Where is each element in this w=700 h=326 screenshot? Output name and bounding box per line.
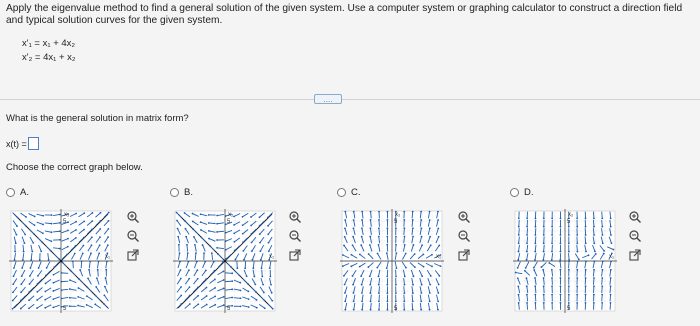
- x-axis-label: x₁: [609, 254, 615, 260]
- direction-field-b: [170, 206, 280, 316]
- radio-option-b[interactable]: [170, 188, 179, 197]
- zoom-in-icon[interactable]: [628, 210, 642, 224]
- option-c-label: C.: [351, 187, 361, 198]
- tools-d: [628, 210, 644, 267]
- expand-handle[interactable]: ....: [314, 94, 342, 104]
- direction-field-a: [6, 206, 116, 316]
- zoom-in-icon[interactable]: [457, 210, 471, 224]
- tools-c: [457, 210, 473, 267]
- y-tick-label: 5: [63, 219, 67, 225]
- equation-1: x'₁ = x₁ + 4x₂: [22, 38, 76, 49]
- zoom-out-icon[interactable]: [288, 229, 302, 243]
- popout-icon[interactable]: [628, 248, 642, 262]
- equation-2: x'₂ = 4x₁ + x₂: [22, 52, 76, 63]
- popout-icon[interactable]: [288, 248, 302, 262]
- popout-icon[interactable]: [457, 248, 471, 262]
- x-tick-label: 5: [394, 306, 398, 312]
- zoom-out-icon[interactable]: [628, 229, 642, 243]
- option-b-label: B.: [184, 187, 193, 198]
- y-tick-label: 5: [394, 219, 398, 225]
- direction-field-d: [510, 206, 620, 316]
- y-tick-label: 5: [227, 219, 231, 225]
- radio-option-c[interactable]: [337, 188, 346, 197]
- direction-field-c: [337, 206, 447, 316]
- problem-prompt: Apply the eigenvalue method to find a general solution of the given system. Use a computer system or graphing calculator to construct a direction field and typical solution curves for the given system.: [6, 3, 683, 26]
- y-axis-label: x₂: [568, 212, 574, 218]
- section-divider: [0, 99, 700, 100]
- x-tick-label: 5: [227, 306, 231, 312]
- answer-label: x(t) =: [6, 138, 27, 149]
- tools-b: [288, 210, 304, 267]
- x-axis-label: x₁: [436, 254, 442, 260]
- answer-input[interactable]: [28, 137, 39, 150]
- question-text: What is the general solution in matrix form?: [6, 113, 189, 124]
- x-tick-label: 5: [63, 306, 67, 312]
- x-tick-label: 5: [567, 306, 571, 312]
- zoom-out-icon[interactable]: [457, 229, 471, 243]
- answer-row: [6, 137, 39, 150]
- y-axis-label: x₂: [64, 212, 70, 218]
- radio-option-d[interactable]: [510, 188, 519, 197]
- y-axis-label: x₂: [228, 212, 234, 218]
- zoom-in-icon[interactable]: [288, 210, 302, 224]
- x-axis-label: x₁: [269, 254, 275, 260]
- radio-option-a[interactable]: [6, 188, 15, 197]
- y-axis-label: x₂: [395, 212, 401, 218]
- popout-icon[interactable]: [126, 248, 140, 262]
- option-a-label: A.: [20, 187, 29, 198]
- x-axis-label: x₁: [105, 254, 111, 260]
- option-d-label: D.: [524, 187, 534, 198]
- instruction-text: Choose the correct graph below.: [6, 162, 143, 173]
- zoom-out-icon[interactable]: [126, 229, 140, 243]
- zoom-in-icon[interactable]: [126, 210, 140, 224]
- tools-a: [126, 210, 142, 267]
- y-tick-label: 5: [567, 219, 571, 225]
